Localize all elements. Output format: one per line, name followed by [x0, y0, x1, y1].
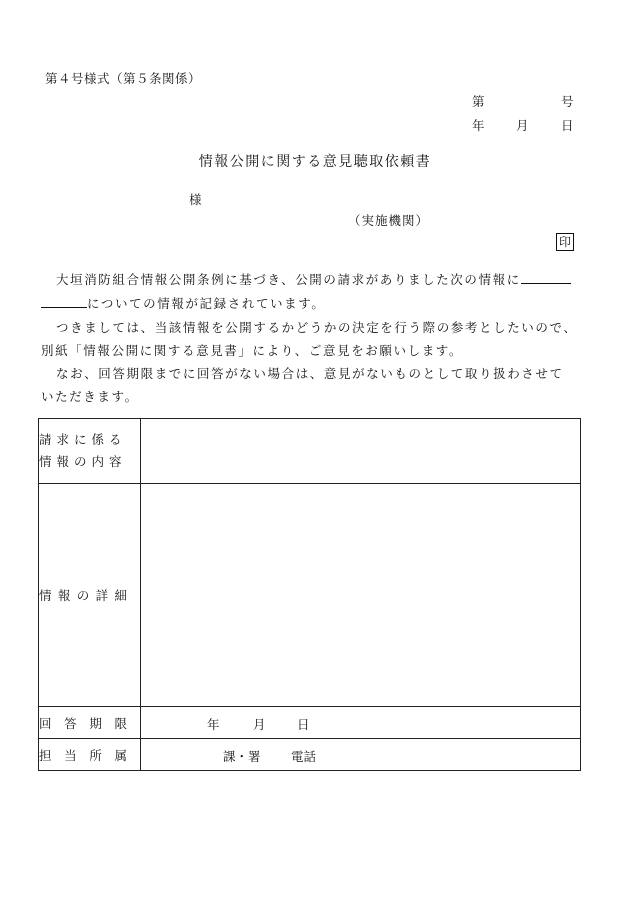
request-info-table: [38, 418, 581, 771]
body-paragraph-1-line-1: [41, 270, 571, 288]
request-content-label: 請求に係る 情報の内容: [39, 419, 141, 484]
document-title: 情報公開に関する意見聴取依頼書: [198, 154, 432, 170]
contact-section: 課・署: [223, 749, 261, 764]
doc-number-suffix: 号: [561, 94, 574, 109]
deadline-day: 日: [297, 717, 310, 732]
body-paragraph-1-line-2: [41, 294, 325, 312]
body-text: についての情報が記録されています。: [87, 296, 326, 311]
table-row: [39, 739, 581, 771]
deadline-label: 回 答 期 限: [39, 707, 141, 739]
request-content-field[interactable]: [141, 419, 581, 484]
seal-mark: 印: [556, 233, 574, 251]
deadline-year: 年: [207, 717, 220, 732]
body-text: 大垣消防組合情報公開条例に基づき、公開の請求がありました次の情報に: [56, 272, 521, 287]
date-year: 年: [472, 118, 485, 133]
doc-number-prefix: 第: [472, 94, 485, 109]
addressee-suffix: 様: [189, 192, 202, 207]
table-row: [39, 707, 581, 739]
details-field[interactable]: [141, 484, 581, 707]
deadline-field[interactable]: [141, 707, 581, 739]
table-row: [39, 484, 581, 707]
deadline-month: 月: [253, 717, 266, 732]
blank-line: [41, 295, 87, 308]
contact-phone: 電話: [291, 749, 317, 764]
blank-line: [521, 271, 571, 284]
body-paragraph-2-line-2: 別紙「情報公開に関する意見書」により、ご意見をお願いします。: [41, 343, 464, 358]
contact-field[interactable]: [141, 739, 581, 771]
contact-label: 担 当 所 属: [39, 739, 141, 771]
form-number: 第４号様式（第５条関係）: [45, 71, 202, 86]
table-row: [39, 419, 581, 484]
date-month: 月: [516, 118, 529, 133]
date-day: 日: [561, 118, 574, 133]
body-paragraph-2-line-1: つきましては、当該情報を公開するかどうかの決定を行う際の参考としたいので、: [56, 320, 578, 335]
details-label: 情 報 の 詳 細: [39, 484, 141, 707]
body-paragraph-3-line-1: なお、回答期限までに回答がない場合は、意見がないものとして取り扱わさせて: [56, 366, 564, 381]
body-paragraph-3-line-2: いただきます。: [41, 389, 139, 404]
issuer-organization: （実施機関）: [348, 213, 430, 228]
